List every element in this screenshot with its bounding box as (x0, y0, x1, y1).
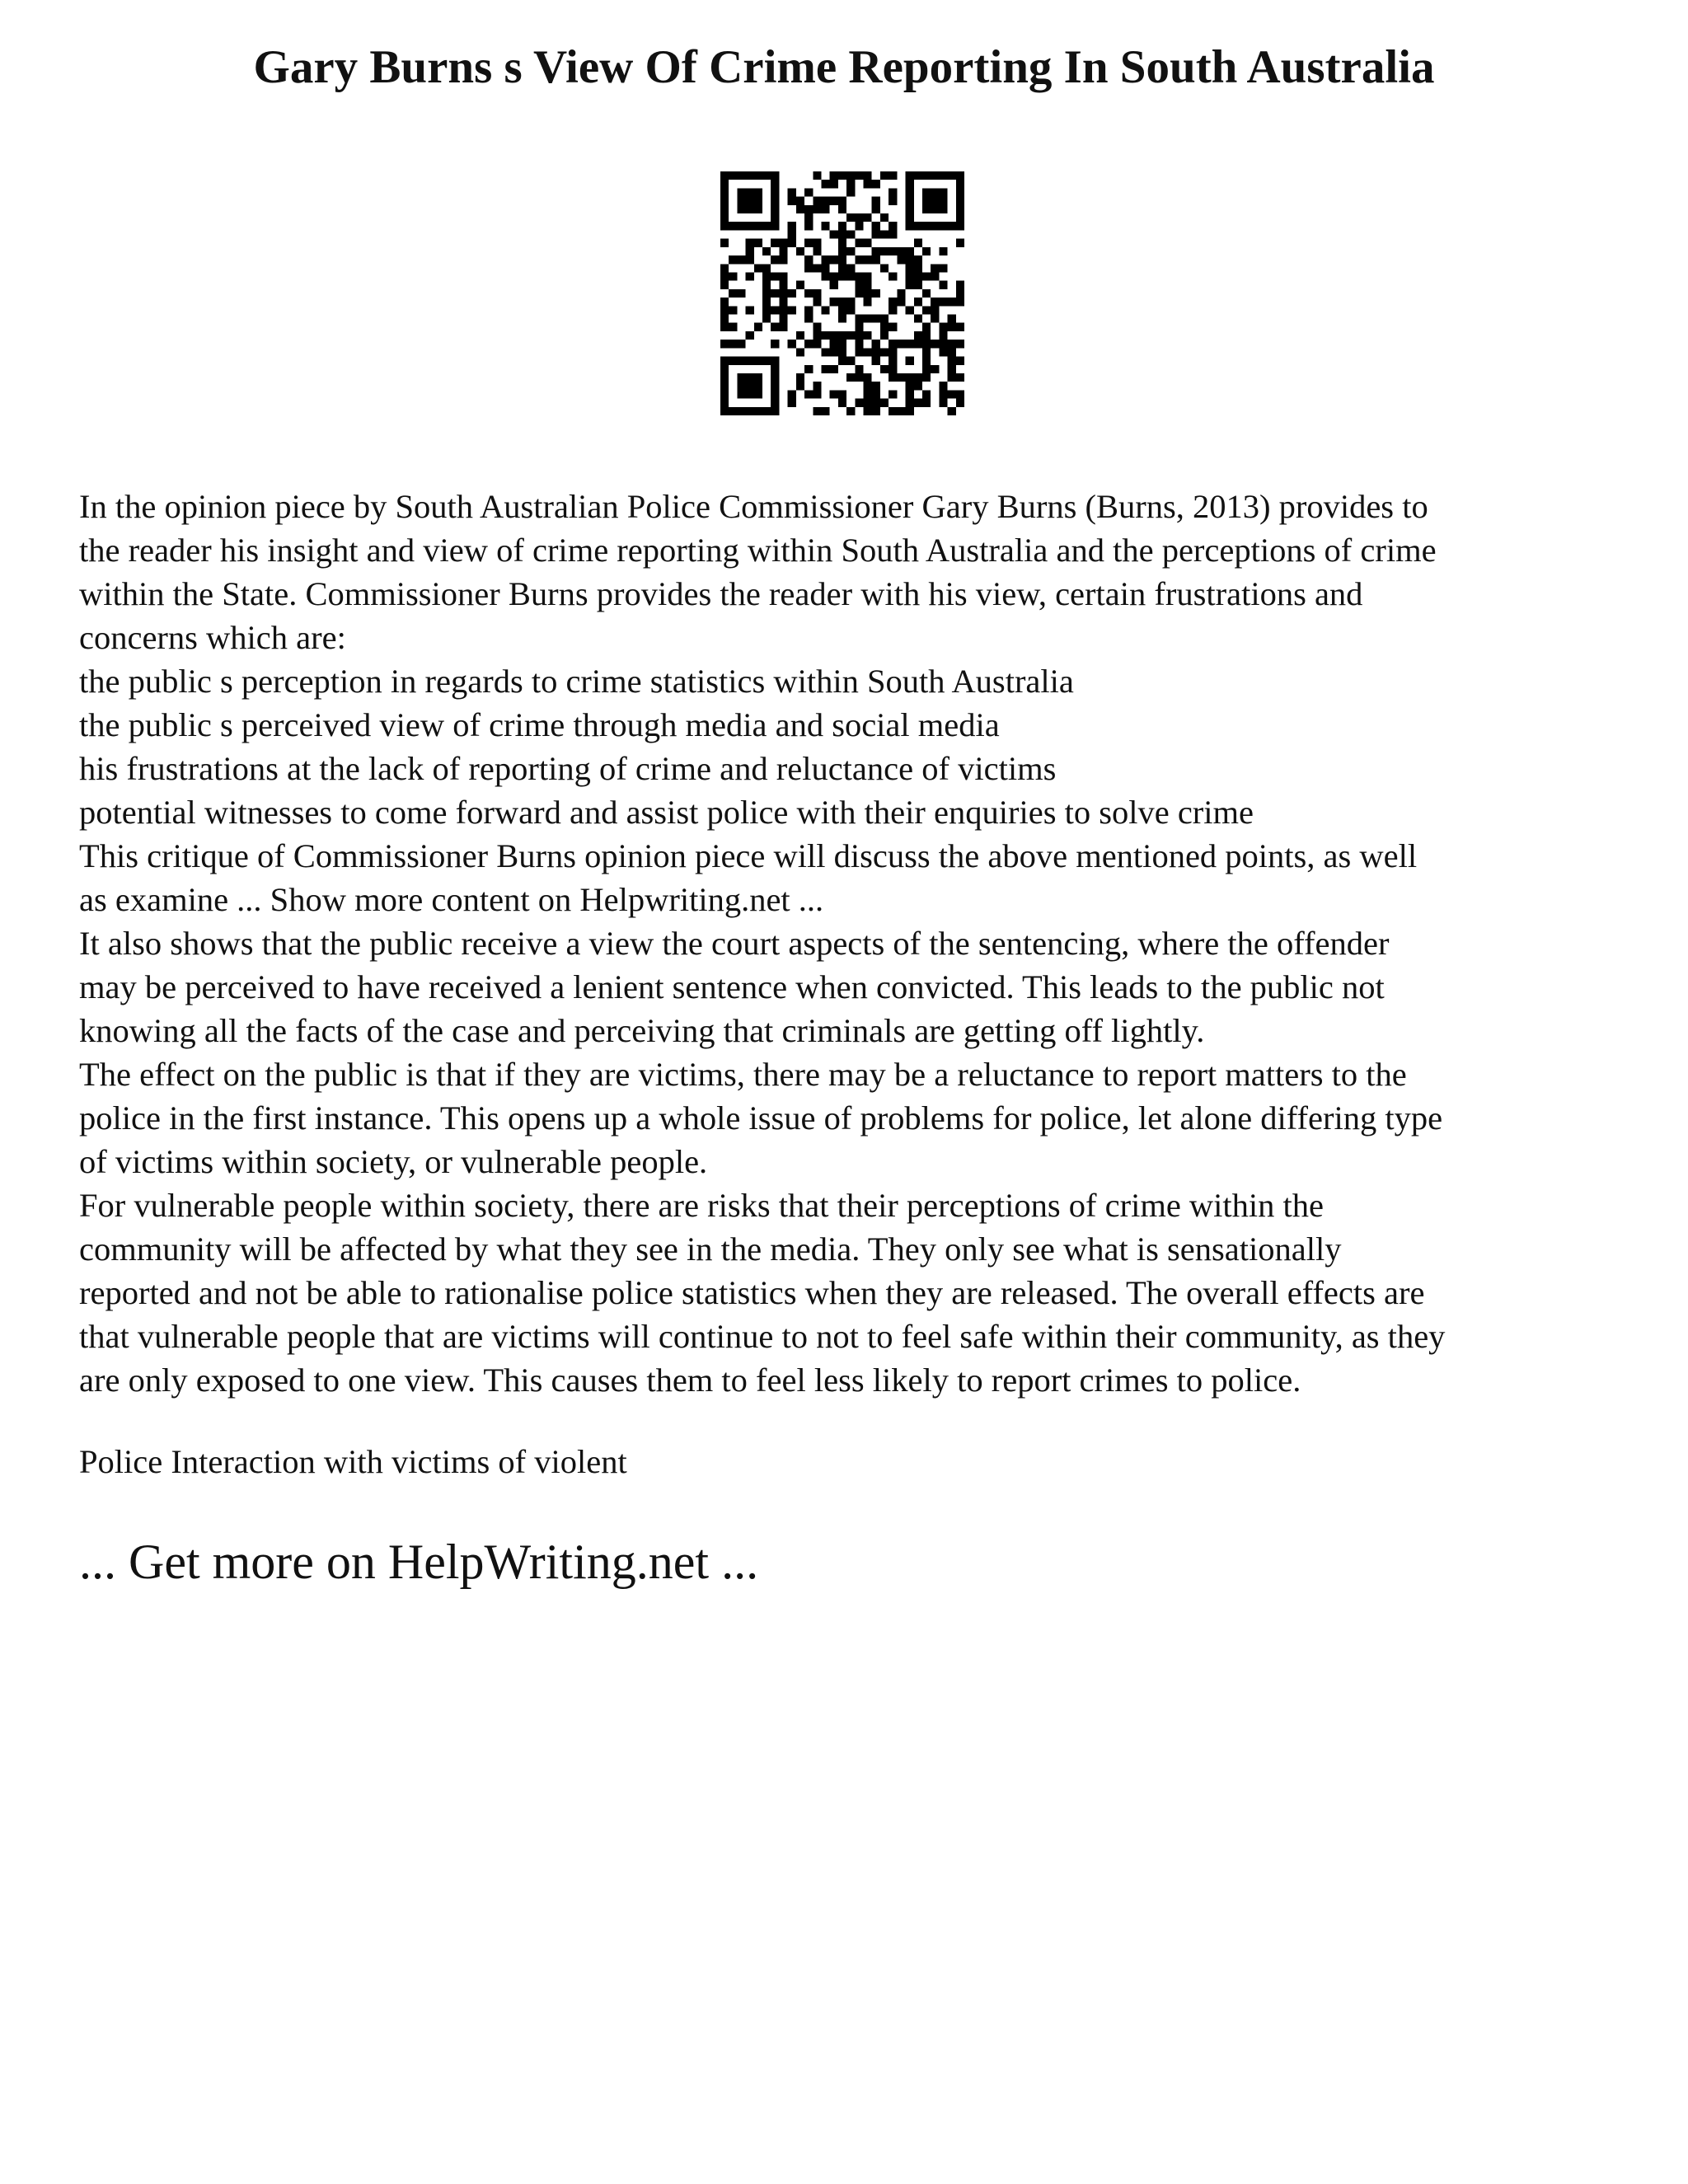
body-line: It also shows that the public receive a view the court aspects of the sentencing, where the offender (79, 925, 1390, 962)
qr-code-icon (720, 171, 964, 415)
body-line: reported and not be able to rationalise police statistics when they are released. The overall effects are (79, 1274, 1425, 1311)
body-line: community will be affected by what they see in the media. They only see what is sensationally (79, 1230, 1342, 1268)
body-line: In the opinion piece by South Australian Police Commissioner Gary Burns (Burns, 2013) provides to (79, 488, 1428, 525)
body-line: the public s perceived view of crime through media and social media (79, 706, 1000, 743)
body-line: are only exposed to one view. This causes them to feel less likely to report crimes to police. (79, 1361, 1301, 1399)
body-line: of victims within society, or vulnerable people. (79, 1143, 708, 1180)
body-line: potential witnesses to come forward and assist police with their enquiries to solve crime (79, 794, 1254, 831)
body-line: the reader his insight and view of crime reporting within South Australia and the perceptions of crime (79, 532, 1437, 569)
body-line: may be perceived to have received a lenient sentence when convicted. This leads to the public not (79, 968, 1385, 1005)
get-more-link[interactable]: ... Get more on HelpWriting.net ... (79, 1535, 759, 1589)
body-line: within the State. Commissioner Burns provides the reader with his view, certain frustrations and (79, 575, 1363, 612)
body-line: concerns which are: (79, 619, 346, 656)
page-title: Gary Burns s View Of Crime Reporting In South Australia (253, 41, 1435, 93)
body-line: his frustrations at the lack of reporting of crime and reluctance of victims (79, 750, 1057, 787)
body-line: that vulnerable people that are victims will continue to not to feel safe within their community, as they (79, 1318, 1446, 1355)
body-line: knowing all the facts of the case and perceiving that criminals are getting off lightly. (79, 1012, 1205, 1049)
body-line: The effect on the public is that if they are victims, there may be a reluctance to report matters to the (79, 1056, 1407, 1093)
body-line: as examine ... Show more content on Helpwriting.net ... (79, 881, 824, 918)
body-text (79, 485, 1629, 1402)
section-heading-line: Police Interaction with victims of violent (79, 1443, 627, 1480)
body-line: For vulnerable people within society, there are risks that their perceptions of crime within the (79, 1187, 1325, 1224)
body-line: the public s perception in regards to crime statistics within South Australia (79, 663, 1074, 700)
body-line: police in the first instance. This opens up a whole issue of problems for police, let alone differing type (79, 1099, 1443, 1137)
qr-code-graphic (720, 171, 964, 415)
body-line: This critique of Commissioner Burns opinion piece will discuss the above mentioned points, as well (79, 837, 1418, 874)
